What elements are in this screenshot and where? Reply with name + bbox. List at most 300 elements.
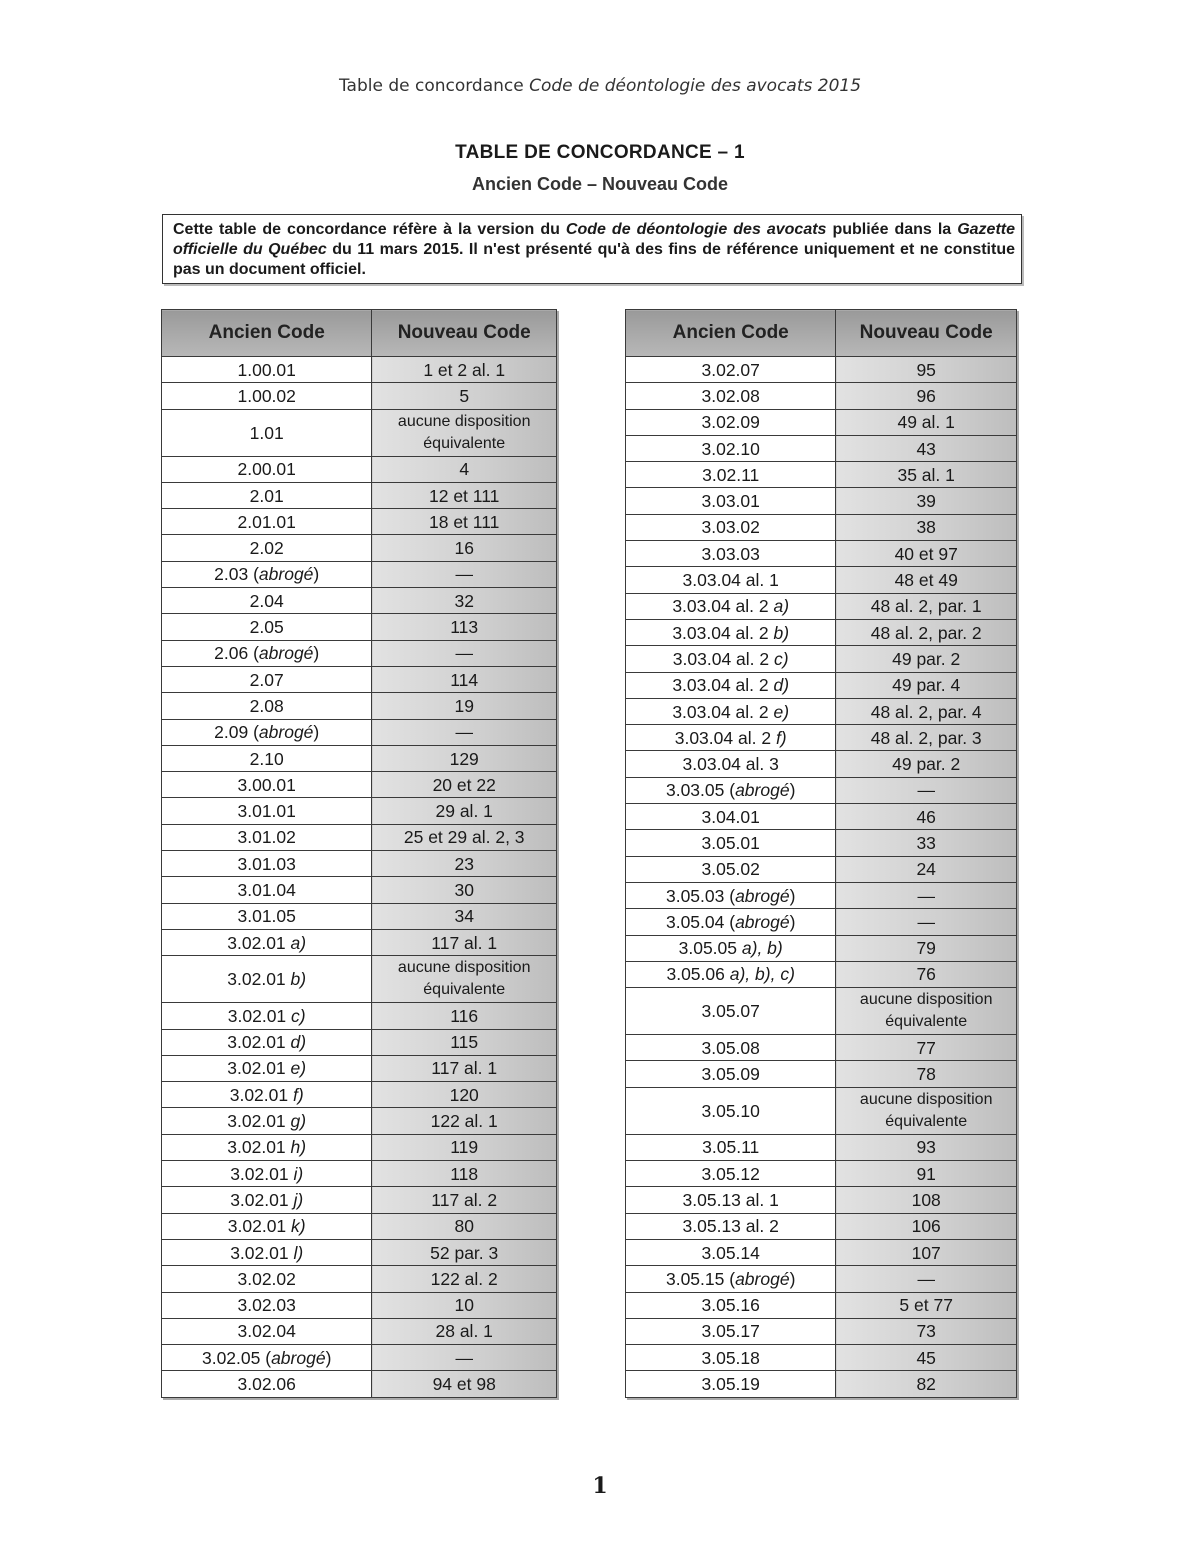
ancien-code-cell [626, 514, 836, 540]
table-row [162, 1371, 557, 1397]
ancien-code-cell [162, 1213, 372, 1239]
ancien-code-value: 2.02 [249, 538, 284, 559]
nouveau-code-cell: 48 al. 2, par. 3 [836, 725, 1017, 751]
ancien-code-value: 3.02.01 [227, 1216, 287, 1237]
ancien-code-value: 3.02.01 [227, 1137, 286, 1158]
table-row [626, 672, 1017, 698]
ancien-code-cell [626, 856, 836, 882]
table-row [162, 1003, 557, 1029]
nouveau-code-cell: 107 [836, 1239, 1017, 1265]
ancien-code-paragraph: j) [293, 1189, 304, 1210]
ancien-code-paragraph: b) [773, 622, 790, 643]
nouveau-code-cell: 28 al. 1 [372, 1318, 557, 1344]
nouveau-code-cell: — [836, 1266, 1017, 1292]
ancien-code-value: 3.05.17 [701, 1321, 760, 1342]
ancien-code-value: 1.01 [249, 422, 284, 443]
ancien-code-cell [626, 1239, 836, 1265]
ancien-code-cell [626, 830, 836, 856]
nouveau-code-cell: 45 [836, 1345, 1017, 1371]
page-subtitle: Ancien Code – Nouveau Code [471, 174, 729, 194]
nouveau-code-cell: 73 [836, 1318, 1017, 1344]
ancien-code-cell [162, 1134, 372, 1160]
table-row [162, 1029, 557, 1055]
table-row [162, 456, 557, 482]
nouveau-code-cell: 82 [836, 1371, 1017, 1397]
nouveau-code-cell: 23 [372, 851, 557, 877]
nouveau-code-cell: 46 [836, 804, 1017, 830]
table-row [162, 1082, 557, 1108]
nouveau-code-cell: 39 [836, 488, 1017, 514]
ancien-code-value: 3.02.01 [229, 1084, 289, 1105]
table-row [626, 1187, 1017, 1213]
nouveau-code-cell: — [372, 719, 557, 745]
nouveau-code-cell: 49 par. 2 [836, 751, 1017, 777]
ancien-code-value: 3.05.11 [702, 1137, 760, 1158]
table-row [626, 541, 1017, 567]
table-row [626, 514, 1017, 540]
repealed-note: abrogé [735, 911, 790, 932]
ancien-code-cell [162, 383, 372, 409]
notice-text-1: Cette table de concordance réfère à la version du [173, 221, 566, 238]
nouveau-code-cell: — [836, 882, 1017, 908]
ancien-code-cell [626, 672, 836, 698]
ancien-code-cell [626, 1087, 836, 1134]
nouveau-code-cell: aucune disposition équivalente [836, 1087, 1017, 1134]
running-header [0, 76, 1200, 96]
nouveau-code-cell: 40 et 97 [836, 541, 1017, 567]
ancien-code-paragraph: c) [774, 648, 789, 669]
table-row [162, 1187, 557, 1213]
ancien-code-cell [162, 929, 372, 955]
table-row [626, 1318, 1017, 1344]
ancien-code-paragraph: c) [291, 1005, 306, 1026]
ancien-code-cell [162, 824, 372, 850]
ancien-code-cell [162, 798, 372, 824]
ancien-code-cell [162, 666, 372, 692]
table-row [162, 1292, 557, 1318]
ancien-code-cell [162, 693, 372, 719]
nouveau-code-cell: 78 [836, 1061, 1017, 1087]
ancien-code-cell: 3.02.05 (abrogé) [162, 1345, 372, 1371]
ancien-code-cell [626, 567, 836, 593]
ancien-code-value: 3.05.13 al. 1 [682, 1189, 779, 1210]
nouveau-code-cell: 4 [372, 456, 557, 482]
ancien-code-value: 3.02.01 [230, 1163, 289, 1184]
nouveau-code-cell: 91 [836, 1161, 1017, 1187]
table-row [626, 751, 1017, 777]
ancien-code-value: 3.01.03 [237, 853, 296, 874]
table-row [162, 357, 557, 383]
nouveau-code-cell: 5 et 77 [836, 1292, 1017, 1318]
ancien-code-value: 3.02.10 [701, 438, 760, 459]
ancien-code-cell [162, 1239, 372, 1265]
ancien-code-cell [162, 877, 372, 903]
ancien-code-value: 3.05.14 [701, 1242, 760, 1263]
ancien-code-value: 2.05 [249, 617, 284, 638]
ancien-code-paragraph: a) [773, 596, 790, 617]
nouveau-code-cell: 35 al. 1 [836, 462, 1017, 488]
repealed-note: abrogé [271, 1347, 326, 1368]
table-row [162, 824, 557, 850]
concordance-table-left [161, 309, 557, 1398]
ancien-code-value: 3.02.01 [227, 1058, 286, 1079]
nouveau-code-cell: 80 [372, 1213, 557, 1239]
concordance-table-right [625, 309, 1017, 1398]
table-row [162, 614, 557, 640]
table-header-row [626, 310, 1017, 357]
table-row [626, 488, 1017, 514]
ancien-code-value: 3.02.11 [702, 464, 760, 485]
table-row [162, 1239, 557, 1265]
ancien-code-value: 3.03.01 [701, 491, 760, 512]
page-title: TABLE DE CONCORDANCE – 1 [455, 142, 745, 163]
table-row [162, 1108, 557, 1134]
ancien-code-cell [626, 1161, 836, 1187]
ancien-code-paragraph: e) [290, 1058, 307, 1079]
ancien-code-cell [162, 1161, 372, 1187]
ancien-code-value: 2.03 [214, 564, 249, 585]
table-row [626, 1266, 1017, 1292]
table-row [162, 745, 557, 771]
nouveau-code-cell: 93 [836, 1134, 1017, 1160]
ancien-code-cell [162, 1082, 372, 1108]
table-row [626, 409, 1017, 435]
ancien-code-paragraph: l) [293, 1242, 304, 1263]
nouveau-code-cell: — [836, 909, 1017, 935]
ancien-code-value: 3.03.03 [701, 543, 760, 564]
ancien-code-cell [162, 1318, 372, 1344]
repealed-note: abrogé [735, 885, 790, 906]
ancien-code-paragraph: d) [773, 675, 790, 696]
ancien-code-value: 3.05.18 [701, 1347, 760, 1368]
ancien-code-value: 3.05.13 al. 2 [682, 1216, 779, 1237]
ancien-code-cell [626, 593, 836, 619]
table-body-left [162, 357, 557, 1398]
nouveau-code-cell: 122 al. 1 [372, 1108, 557, 1134]
ancien-code-cell [626, 751, 836, 777]
nouveau-code-cell: 29 al. 1 [372, 798, 557, 824]
ancien-code-value: 3.01.04 [237, 879, 296, 900]
ancien-code-cell [162, 1108, 372, 1134]
table-row [626, 567, 1017, 593]
nouveau-code-cell: 117 al. 2 [372, 1187, 557, 1213]
ancien-code-paragraph: a), b), c) [729, 964, 795, 985]
ancien-code-value: 3.02.03 [237, 1295, 296, 1316]
ancien-code-value: 3.02.01 [230, 1242, 289, 1263]
ancien-code-value: 2.07 [249, 669, 284, 690]
ancien-code-value: 3.02.01 [227, 1032, 286, 1053]
ancien-code-cell: 3.03.05 (abrogé) [626, 777, 836, 803]
ancien-code-value: 3.03.04 al. 2 [672, 701, 769, 722]
table-row [162, 535, 557, 561]
ancien-code-cell: 3.05.03 (abrogé) [626, 882, 836, 908]
table-row [626, 961, 1017, 987]
repealed-note: abrogé [258, 722, 314, 743]
ancien-code-value: 3.05.07 [701, 1001, 760, 1022]
ancien-code-value: 3.03.04 al. 1 [682, 570, 779, 591]
nouveau-code-cell: aucune disposition équivalente [836, 988, 1017, 1035]
nouveau-code-cell: 32 [372, 588, 557, 614]
nouveau-code-cell: 49 par. 2 [836, 646, 1017, 672]
ancien-code-value: 3.05.06 [666, 964, 725, 985]
ancien-code-cell [162, 1055, 372, 1081]
ancien-code-value: 3.05.12 [701, 1163, 760, 1184]
ancien-code-cell: 2.06 (abrogé) [162, 640, 372, 666]
ancien-code-cell [626, 1292, 836, 1318]
ancien-code-cell [626, 961, 836, 987]
nouveau-code-cell: 48 al. 2, par. 1 [836, 593, 1017, 619]
ancien-code-value: 3.01.02 [237, 827, 296, 848]
table-row [626, 1213, 1017, 1239]
table-row [162, 877, 557, 903]
table-row [626, 619, 1017, 645]
nouveau-code-cell: 18 et 111 [372, 509, 557, 535]
ancien-code-cell [626, 646, 836, 672]
ancien-code-cell [162, 1266, 372, 1292]
table-row [162, 851, 557, 877]
ancien-code-value: 3.02.07 [701, 359, 760, 380]
ancien-code-paragraph: f) [292, 1084, 304, 1105]
ancien-code-cell [626, 357, 836, 383]
nouveau-code-cell: 16 [372, 535, 557, 561]
ancien-code-value: 3.05.15 [665, 1268, 725, 1289]
nouveau-code-cell: 49 al. 1 [836, 409, 1017, 435]
ancien-code-paragraph: e) [773, 701, 790, 722]
ancien-code-value: 3.05.02 [701, 859, 760, 880]
ancien-code-value: 2.01 [249, 485, 284, 506]
ancien-code-cell [626, 1345, 836, 1371]
notice-text-2: publiée dans la [826, 221, 958, 238]
ancien-code-value: 3.05.10 [701, 1100, 760, 1121]
table-row [626, 593, 1017, 619]
ancien-code-cell [626, 1187, 836, 1213]
ancien-code-cell [626, 435, 836, 461]
ancien-code-cell [626, 462, 836, 488]
ancien-code-cell [162, 903, 372, 929]
ancien-code-cell [626, 488, 836, 514]
nouveau-code-cell: 1 et 2 al. 1 [372, 357, 557, 383]
ancien-code-paragraph: a), b) [741, 938, 783, 959]
table-row [162, 693, 557, 719]
repealed-note: abrogé [735, 1268, 790, 1289]
ancien-code-value: 3.01.05 [237, 906, 296, 927]
repealed-note: abrogé [735, 780, 790, 801]
ancien-code-paragraph: k) [291, 1216, 306, 1237]
nouveau-code-cell: 106 [836, 1213, 1017, 1239]
nouveau-code-cell: aucune disposition équivalente [372, 956, 557, 1003]
ancien-code-value: 2.06 [214, 643, 249, 664]
table-row [626, 882, 1017, 908]
nouveau-code-cell: 77 [836, 1035, 1017, 1061]
nouveau-code-cell: 96 [836, 383, 1017, 409]
table-row [162, 772, 557, 798]
table-row [162, 383, 557, 409]
nouveau-code-cell: 117 al. 1 [372, 1055, 557, 1081]
ancien-code-value: 3.02.06 [237, 1374, 296, 1395]
column-header-nouveau-code: Nouveau Code [836, 310, 1017, 357]
ancien-code-paragraph: h) [290, 1137, 307, 1158]
ancien-code-value: 3.02.01 [227, 969, 286, 990]
running-header-code-title: Code de déontologie des avocats 2015 [529, 76, 862, 96]
table-row [626, 646, 1017, 672]
ancien-code-value: 1.00.01 [237, 359, 296, 380]
ancien-code-cell: 3.05.15 (abrogé) [626, 1266, 836, 1292]
nouveau-code-cell: — [836, 777, 1017, 803]
ancien-code-paragraph: g) [290, 1111, 307, 1132]
notice-gazette-title: Gazette officielle du Québec [173, 221, 1015, 258]
ancien-code-value: 3.05.05 [678, 938, 738, 959]
ancien-code-cell [162, 614, 372, 640]
nouveau-code-cell: 114 [372, 666, 557, 692]
ancien-code-cell [626, 988, 836, 1035]
table-row [162, 1161, 557, 1187]
ancien-code-paragraph: i) [293, 1163, 304, 1184]
nouveau-code-cell: 48 al. 2, par. 2 [836, 619, 1017, 645]
nouveau-code-cell: 120 [372, 1082, 557, 1108]
ancien-code-cell [626, 935, 836, 961]
table-row [626, 804, 1017, 830]
nouveau-code-cell: 30 [372, 877, 557, 903]
nouveau-code-cell: — [372, 561, 557, 587]
nouveau-code-cell: 19 [372, 693, 557, 719]
ancien-code-value: 2.04 [249, 590, 284, 611]
table-row [162, 929, 557, 955]
nouveau-code-cell: — [372, 1345, 557, 1371]
table-row [626, 1345, 1017, 1371]
table-row [162, 588, 557, 614]
ancien-code-cell [162, 1292, 372, 1318]
table-row [626, 1292, 1017, 1318]
ancien-code-cell [626, 409, 836, 435]
ancien-code-cell [626, 1134, 836, 1160]
ancien-code-cell [626, 383, 836, 409]
ancien-code-cell [162, 956, 372, 1003]
repealed-note: abrogé [258, 643, 314, 664]
ancien-code-cell: 3.05.04 (abrogé) [626, 909, 836, 935]
ancien-code-cell [626, 1035, 836, 1061]
nouveau-code-cell: 48 al. 2, par. 4 [836, 698, 1017, 724]
ancien-code-value: 1.00.02 [237, 385, 296, 406]
ancien-code-cell [162, 588, 372, 614]
ancien-code-paragraph: b) [290, 969, 307, 990]
ancien-code-cell [162, 745, 372, 771]
table-row [626, 698, 1017, 724]
ancien-code-value: 3.02.01 [227, 1005, 287, 1026]
nouveau-code-cell: 34 [372, 903, 557, 929]
ancien-code-cell [162, 851, 372, 877]
ancien-code-value: 3.00.01 [237, 774, 296, 795]
table-row [626, 830, 1017, 856]
ancien-code-value: 3.05.09 [701, 1064, 760, 1085]
table-row [162, 1134, 557, 1160]
ancien-code-cell [162, 456, 372, 482]
nouveau-code-cell: 20 et 22 [372, 772, 557, 798]
ancien-code-cell: 2.03 (abrogé) [162, 561, 372, 587]
table-body-right [626, 357, 1017, 1398]
table-row [626, 1087, 1017, 1134]
ancien-code-paragraph: d) [290, 1032, 307, 1053]
nouveau-code-cell: 49 par. 4 [836, 672, 1017, 698]
ancien-code-value: 3.03.04 al. 2 [672, 675, 769, 696]
ancien-code-cell [626, 541, 836, 567]
ancien-code-cell [626, 698, 836, 724]
ancien-code-value: 3.03.04 al. 2 [672, 596, 769, 617]
ancien-code-paragraph: a) [290, 932, 307, 953]
ancien-code-value: 3.04.01 [701, 806, 760, 827]
table-row [626, 1161, 1017, 1187]
ancien-code-value: 3.03.02 [701, 517, 760, 538]
ancien-code-value: 3.05.01 [701, 832, 760, 853]
ancien-code-value: 2.09 [214, 722, 249, 743]
table-row [626, 1239, 1017, 1265]
table-row [626, 462, 1017, 488]
nouveau-code-cell: 108 [836, 1187, 1017, 1213]
ancien-code-value: 3.02.09 [701, 412, 760, 433]
ancien-code-cell [162, 1029, 372, 1055]
ancien-code-cell [162, 535, 372, 561]
ancien-code-value: 3.03.04 al. 2 [672, 622, 769, 643]
table-header-row [162, 310, 557, 357]
table-row [626, 357, 1017, 383]
ancien-code-value: 3.03.04 al. 3 [682, 754, 779, 775]
nouveau-code-cell: 76 [836, 961, 1017, 987]
nouveau-code-cell: 25 et 29 al. 2, 3 [372, 824, 557, 850]
table-row [162, 1318, 557, 1344]
table-row [162, 1055, 557, 1081]
nouveau-code-cell: 95 [836, 357, 1017, 383]
ancien-code-value: 3.02.01 [227, 932, 286, 953]
nouveau-code-cell: 79 [836, 935, 1017, 961]
ancien-code-cell [162, 1003, 372, 1029]
ancien-code-cell [626, 619, 836, 645]
table-row [162, 798, 557, 824]
ancien-code-cell [162, 772, 372, 798]
ancien-code-value: 3.01.01 [237, 801, 296, 822]
table-row [162, 719, 557, 745]
nouveau-code-cell: 12 et 111 [372, 482, 557, 508]
notice-code-title: Code de déontologie des avocats [565, 221, 827, 238]
notice-box [162, 214, 1022, 284]
ancien-code-cell [626, 1061, 836, 1087]
nouveau-code-cell: aucune disposition équivalente [372, 409, 557, 456]
nouveau-code-cell: 43 [836, 435, 1017, 461]
ancien-code-value: 3.03.04 al. 2 [674, 727, 772, 748]
table-row [626, 383, 1017, 409]
nouveau-code-cell: — [372, 640, 557, 666]
table-row [626, 988, 1017, 1035]
table-row [162, 1213, 557, 1239]
column-header-nouveau-code: Nouveau Code [372, 310, 557, 357]
table-row [626, 856, 1017, 882]
ancien-code-value: 3.05.08 [701, 1037, 760, 1058]
ancien-code-value: 3.02.08 [701, 385, 760, 406]
ancien-code-cell [162, 409, 372, 456]
nouveau-code-cell: 5 [372, 383, 557, 409]
nouveau-code-cell: 113 [372, 614, 557, 640]
ancien-code-value: 2.01.01 [237, 511, 296, 532]
table-row [162, 1345, 557, 1371]
table-row [626, 1061, 1017, 1087]
ancien-code-value: 3.02.01 [230, 1189, 289, 1210]
ancien-code-cell [162, 357, 372, 383]
ancien-code-value: 2.10 [249, 748, 284, 769]
table-row [626, 435, 1017, 461]
nouveau-code-cell: 10 [372, 1292, 557, 1318]
ancien-code-value: 3.05.03 [665, 885, 725, 906]
ancien-code-cell [626, 1371, 836, 1397]
table-row [162, 666, 557, 692]
ancien-code-cell [162, 1187, 372, 1213]
